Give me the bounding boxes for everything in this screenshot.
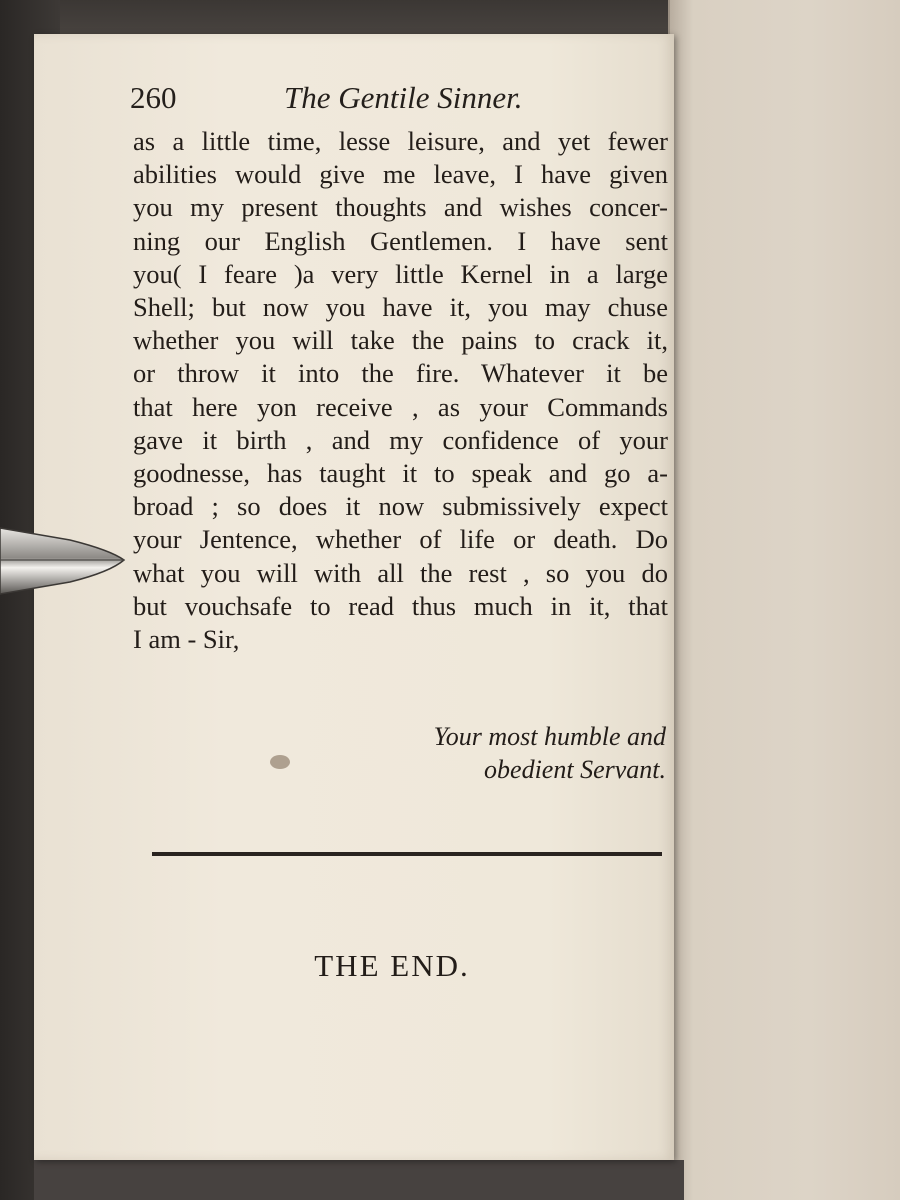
page-pointer-icon: [0, 520, 130, 600]
text-line: what you will with all the rest , so you do: [133, 557, 668, 588]
text-line: you my present thoughts and wishes concer-: [133, 192, 668, 223]
text-line: goodnesse, has taught it to speak and go a-: [133, 458, 668, 489]
text-line: but vouchsafe to read thus much in it, that: [133, 590, 668, 621]
page-number: 260: [130, 80, 177, 115]
body-text: [133, 125, 668, 656]
signature-block: [380, 720, 666, 786]
text-line: I am - Sir,: [133, 624, 240, 655]
text-line: that here yon receive , as your Commands: [133, 391, 668, 422]
ink-stain: [270, 755, 290, 769]
text-line: broad ; so does it now submissively expect: [133, 491, 668, 522]
background-bottom: [34, 1160, 684, 1200]
facing-page: [668, 0, 900, 1200]
text-line: abilities would give me leave, I have given: [133, 159, 668, 190]
text-line: as a little time, lesse leisure, and yet fewer: [133, 126, 668, 156]
text-line: your Jentence, whether of life or death. Do: [133, 524, 668, 555]
signature-line-1: Your most humble and: [433, 722, 666, 751]
text-line: you( I feare )a very little Kernel in a large: [133, 258, 668, 289]
running-title: The Gentile Sinner.: [284, 80, 523, 115]
text-line: ning our English Gentlemen. I have sent: [133, 225, 668, 256]
running-head: [130, 80, 670, 120]
signature-line-2: obedient Servant.: [484, 755, 666, 784]
text-line: Shell; but now you have it, you may chuse: [133, 292, 668, 323]
text-line: whether you will take the pains to crack it,: [133, 325, 668, 356]
the-end-heading: THE END.: [314, 948, 470, 983]
horizontal-rule: [152, 852, 662, 856]
text-line: or throw it into the fire. Whatever it be: [133, 358, 668, 389]
text-line: gave it birth , and my confidence of your: [133, 424, 668, 455]
